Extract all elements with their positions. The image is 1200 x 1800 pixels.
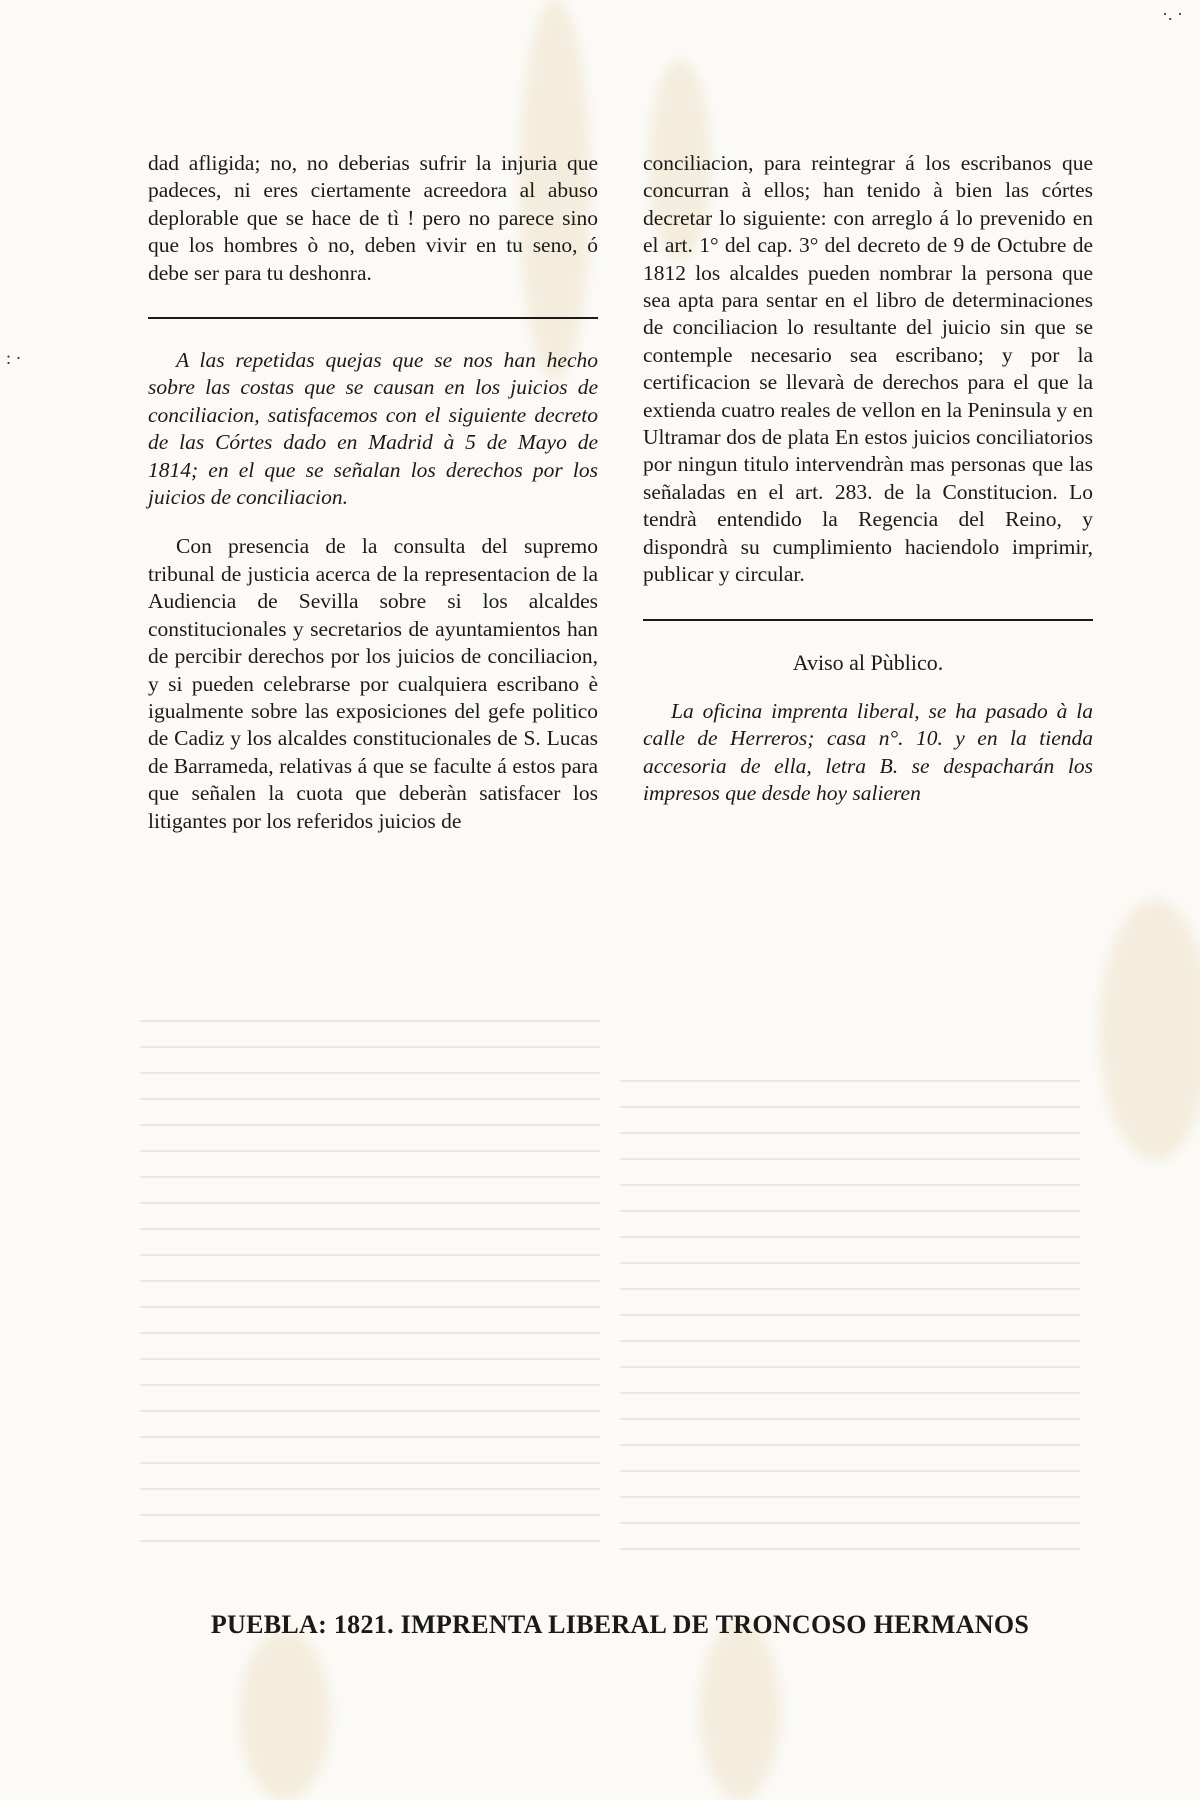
right-column (643, 150, 1093, 808)
bleed-through-text (620, 1080, 1080, 1550)
decree-introduction: A las repetidas quejas que se nos han hecho sobre las costas que se causan en los juicios de conciliacion, satisfacemos con el siguiente decreto de las Córtes dado en Madrid à 5 de Mayo de 1814; en el que se señalan los derechos por los juicios de conciliacion. (148, 348, 598, 510)
margin-mark: ·. · (1162, 4, 1183, 24)
section-divider (148, 317, 598, 319)
paper-stain (1100, 900, 1200, 1160)
section-divider (643, 619, 1093, 621)
notice-body: La oficina imprenta liberal, se ha pasado à la calle de Herreros; casa n°. 10. y en la tienda accesoria de ella, letra B. se despacharán los impresos que desde hoy salieren (643, 698, 1093, 806)
bleed-through-text (140, 1020, 600, 1550)
paper-stain (240, 1630, 330, 1800)
notice-title: Aviso al Pùblico. (792, 649, 944, 675)
closing-paragraph: dad afligida; no, no deberias sufrir la injuria que padeces, ni eres ciertamente acreedora al abuso deplorable que se hace de tì ! pero no parece sino que los hombres ò no, deben vivir en tu seno, ó debe ser para tu deshonra. (148, 151, 598, 285)
decree-text-continued: conciliacion, para reintegrar á los escribanos que concurran à ellos; han tenido à bien las córtes decretar lo siguiente: con arreglo á lo prevenido en el art. 1° del cap. 3° del decreto de 9 de Octubre de 1812 los alcaldes pueden nombrar la persona que sea apta para sentar en el libro de determinaciones de conciliacion lo resultante del juicio sin que se contemple necesario sea escribano; y por la certificacion se llevarà de derechos para el que la extienda cuatro reales de vellon en la Peninsula y en Ultramar dos de plata En estos juicios conciliatorios por ningun titulo intervendràn mas personas que las señaladas en el art. 283. de la Constitucion. Lo tendrà entendido la Regencia del Reino, y dispondrà su cumplimiento haciendolo imprimir, publicar y circular. (643, 151, 1093, 587)
margin-mark: : · (6, 348, 22, 368)
paper-stain (700, 1620, 780, 1800)
printer-imprint: PUEBLA: 1821. IMPRENTA LIBERAL DE TRONCOSO HERMANOS (210, 1610, 1030, 1639)
decree-text: Con presencia de la consulta del supremo tribunal de justicia acerca de la representacion de la Audiencia de Sevilla sobre si los alcaldes constitucionales y secretarios de ayuntamientos han de percibir derechos por los juicios de conciliacion, y si pueden celebrarse por cualquiera escribano è igualmente sobre las exposiciones del gefe politico de Cadiz y los alcaldes constitucionales de S. Lucas de Barrameda, relativas á que se faculte á estos para que señalen la cuota que deberàn satisfacer los litigantes por los referidos juicios de (148, 534, 598, 833)
left-column (148, 150, 598, 835)
